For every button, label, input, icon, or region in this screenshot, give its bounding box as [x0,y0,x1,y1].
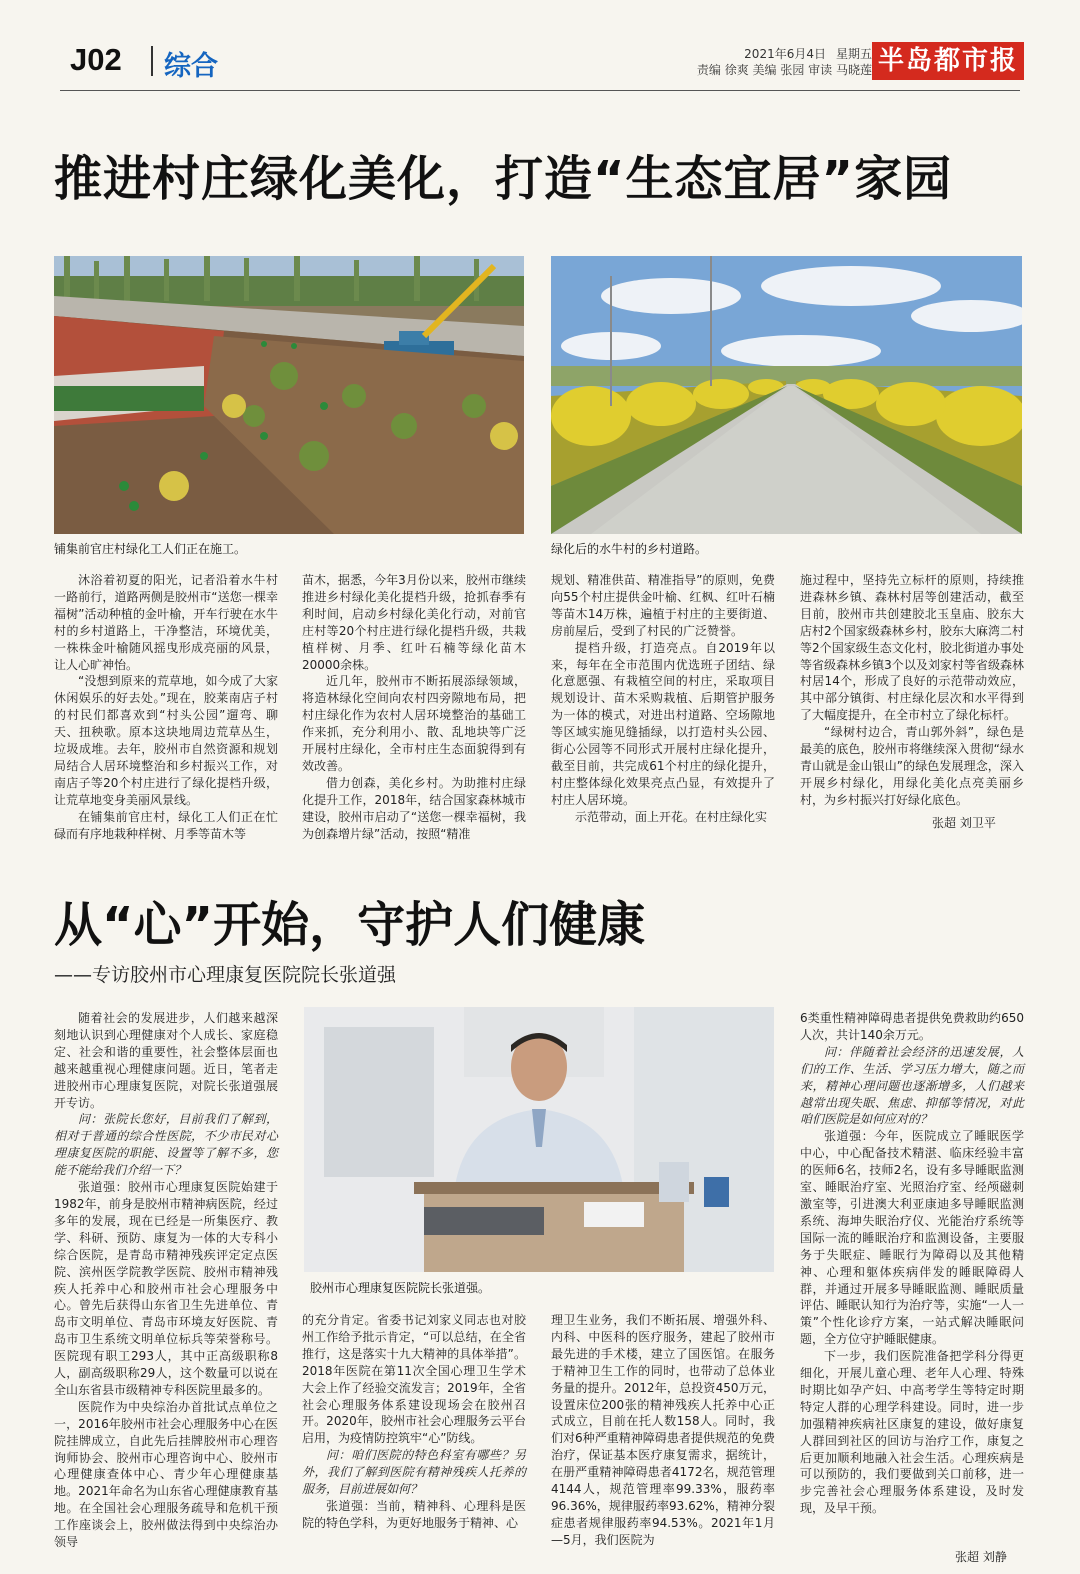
paragraph: 张道强：当前，精神科、心理科是医院的特色学科，为更好地服务于精神、心 [302,1498,526,1530]
article1-headline: 推进村庄绿化美化，打造“生态宜居”家园 [54,151,953,207]
newspaper-logo: 半岛都市报 [872,42,1024,80]
green-road-image [551,256,1022,534]
paragraph: 规划、精准供苗、精准指导”的原则，免费向55个村庄提供金叶榆、红枫、红叶石楠等苗木14万株，遍植于村庄的主要街道、房前屋后，受到了村民的广泛赞誉。 [551,573,775,638]
page-number: J02 [70,42,122,77]
article2-column-1 [54,1010,278,1551]
paragraph: 医院作为中央综治办首批试点单位之一，2016年胶州市社会心理服务中心在医院挂牌成立，自此先后挂牌胶州市心理咨询师协会、胶州市心理咨询中心、胶州市心理健康查体中心、青少年心理健康基地。2021年命名为山东省心理健康教育基地。在全国社会心理服务疏导和危机干预工作座谈会上，胶州做法得到中央综治办领导 [54,1399,278,1550]
article1-column-3 [551,572,775,826]
article2-subtitle: ——专访胶州市心理康复医院院长张道强 [54,964,397,986]
paragraph: 近几年，胶州市不断拓展添绿领域，将造林绿化空间向农村四旁隙地布局，把村庄绿化作为农村人居环境整治的基础工作来抓，充分利用小、散、乱地块等广泛开展村庄绿化，全市村庄生态面貌得到有效改善。 [302,674,526,773]
paragraph: 在铺集前官庄村，绿化工人们正在忙碌而有序地栽种样树、月季等苗木等 [54,809,278,841]
article2-photo-caption: 胶州市心理康复医院院长张道强。 [310,1281,491,1295]
header-divider [151,46,153,76]
section-name: 综合 [164,51,218,82]
paragraph: “没想到原来的荒草地，如今成了大家休闲娱乐的好去处。”现在，胶莱南店子村的村民们都喜欢到“村头公园”遛弯、聊天、扭秧歌。原本这块地周边荒草丛生，垃圾成堆。去年，胶州市自然资源和规划局结合人居环境整治和乡村振兴工作，对南店子等20个村庄进行了绿化提档升级，让荒草地变身美丽风景线。 [54,674,278,807]
header-rule [60,90,1020,91]
paragraph: 理卫生业务，我们不断拓展、增强外科、内科、中医科的医疗服务，建起了胶州市最先进的手术楼，建立了国医馆。在服务于精神卫生工作的同时，也带动了总体业务量的提升。2012年，总投资450万元，设置床位200张的精神残疾人托养中心正式成立，目前在托人数158人。同时，我们对6种严重精神障碍患者提供规范的免费治疗，保证基本医疗康复需求，据统计，在册严重精神障碍患者4172名，规范管理4144人，规范管理率99.33%，服药率96.36%，规律服药率93.62%，精神分裂症患者规律服药率94.53%。2021年1月—5月，我们医院为 [551,1313,775,1547]
question-paragraph: 问：张院长您好，目前我们了解到，相对于普通的综合性医院，不少市民对心理康复医院的职能、设置等了解不多，您能不能给我们介绍一下？ [54,1112,278,1178]
paragraph: “绿树村边合，青山郭外斜”，绿色是最美的底色，胶州市将继续深入贯彻“绿水青山就是金山银山”的绿色发展理念，深入开展乡村绿化，用绿化美化点亮美丽乡村，为乡村振兴打好绿化底色。 [800,725,1024,807]
question-paragraph: 问：伴随着社会经济的迅速发展，人们的工作、生活、学习压力增大，随之而来，精神心理问题也逐渐增多，人们越来越常出现失眠、焦虑、抑郁等情况，对此咱们医院是如何应对的？ [800,1044,1024,1127]
issue-date: 2021年6月4日 [744,47,826,61]
article1-photo2-caption: 绿化后的水牛村的乡村道路。 [551,542,708,556]
director-portrait-image [304,1007,774,1272]
paragraph: 的充分肯定。省委书记刘家义同志也对胶州工作给予批示肯定，“可以总结，在全省推行，这是落实十九大精神的具体举措”。2018年医院在第11次全国心理卫生学术大会上作了经验交流发言；2019年，全省社会心理服务体系建设现场会在胶州召开。2020年，胶州市社会心理服务云平台启用，为疫情防控筑牢“心”防线。 [302,1313,526,1446]
construction-site-image [54,256,524,534]
article1-column-1 [54,572,278,843]
article2-column-4 [800,1010,1024,1517]
paragraph: 下一步，我们医院准备把学科分得更细化，开展儿童心理、老年人心理、特殊时期比如孕产妇、中高考学生等特定时期特定人群的心理学科建设。同时，进一步加强精神疾病社区康复的建设，做好康复人群回到社区的回访与治疗工作，康复之后更加顺利地融入社会生活。心理疾病是可以预防的，我们要做到关口前移，进一步完善社会心理服务体系建设，及时发现，及早干预。 [800,1349,1024,1516]
header-info [697,46,872,78]
paragraph: 随着社会的发展进步，人们越来越深刻地认识到心理健康对个人成长、家庭稳定、社会和谐的重要性，社会整体层面也越来越重视心理健康问题。近日，笔者走进胶州市心理康复医院，对院长张道强展开专访。 [54,1011,278,1110]
article2-headline: 从“心”开始，守护人们健康 [54,897,646,953]
paragraph: 6类重性精神障碍患者提供免费救助约650人次，共计140余万元。 [800,1011,1024,1042]
paragraph: 示范带动，面上开花。在村庄绿化实 [575,809,768,824]
issue-weekday: 星期五 [835,47,872,61]
page-header [0,0,1080,88]
article1-photo-construction [54,256,524,534]
article2-column-3 [551,1312,775,1549]
editor-credits: 责编 徐爽 美编 张园 审读 马晓莲 [696,63,872,77]
article1-column-2 [302,572,526,843]
paragraph: 借力创森，美化乡村。为助推村庄绿化提升工作，2018年，结合国家森林城市建设，胶州市启动了“送您一棵幸福树，我为创森增片绿”活动，按照“精准 [302,775,526,841]
paragraph: 张道强：今年，医院成立了睡眠医学中心，中心配备技术精湛、临床经验丰富的医师6名，技师2名，设有多导睡眠监测室、睡眠治疗室、光照治疗室、经颅磁刺激室等，引进澳大利亚康迪多导睡眠监测系统、海坤失眠治疗仪、光能治疗系统等国际一流的睡眠治疗和监测设备，主要服务于失眠症、睡眠行为障碍以及其他精神、心理和躯体疾病伴发的睡眠障碍人群，并通过开展多导睡眠监测、睡眠质量评估、睡眠认知行为治疗等，实施“一人一策”个性化诊疗方案，一站式解决睡眠问题，全方位守护睡眠健康。 [800,1129,1024,1347]
paragraph: 施过程中，坚持先立标杆的原则，持续推进森林乡镇、森林村居等创建活动，截至目前，胶州市共创建胶北玉皇庙、胶东大店村2个国家级森林乡村，胶东大麻湾二村等2个国家级生态文化村，胶北街道办事处等省级森林乡镇3个以及刘家村等省级森林村居14个，形成了良好的示范带动效应，其中部分镇街、村庄绿化层次和水平得到了大幅度提升，在全市村立了绿化标杆。 [800,573,1024,723]
paragraph: 沐浴着初夏的阳光，记者沿着水牛村一路前行，道路两侧是胶州市“送您一棵幸福树”活动种植的金叶榆，开车行驶在水牛村的乡村道路上，干净整洁，环境优美，一株株金叶榆随风摇曳形成亮丽的风景，让人心旷神怡。 [54,573,278,672]
paragraph: 提档升级，打造亮点。自2019年以来，每年在全市范围内优选班子团结、绿化意愿强、有栽植空间的村庄，采取项目规划设计、苗木采购栽植、后期管护服务为一体的模式，对进出村道路、空场隙地等区域实施见缝插绿，以打造村头公园、街心公园等不同形式开展村庄绿化提升，截至目前，共完成61个村庄的绿化提升，村庄整体绿化效果亮点凸显，有效提升了村庄人居环境。 [551,640,775,807]
article2-column-2 [302,1312,526,1532]
question-paragraph: 问：咱们医院的特色科室有哪些？另外，我们了解到医院有精神残疾人托养的服务，目前进展如何？ [302,1448,526,1497]
article1-column-4 [800,572,1024,809]
article1-byline: 张超 刘卫平 [932,816,996,830]
article1-photo1-caption: 铺集前官庄村绿化工人们正在施工。 [54,542,247,556]
paragraph: 苗木，据悉，今年3月份以来，胶州市继续推进乡村绿化美化提档升级，抢抓春季有利时间，启动乡村绿化美化行动，对前官庄村等20个村庄进行绿化提档升级，共栽植样树、月季、红叶石楠等绿化苗木20000余株。 [302,573,526,672]
article2-byline: 张超 刘静 [955,1550,1007,1564]
article2-photo-director [304,1007,774,1272]
article1-photo-road [551,256,1022,534]
paragraph: 张道强：胶州市心理康复医院始建于1982年，前身是胶州市精神病医院，经过多年的发展，现在已经是一所集医疗、教学、科研、预防、康复为一体的大专科小综合医院，是青岛市精神残疾评定定点医院、滨州医学院教学医院、胶州市精神残疾人托养中心和胶州市社会心理服务中心。曾先后获得山东省卫生先进单位、青岛市文明单位、青岛市环境友好医院、青岛市卫生系统文明单位标兵等荣誉称号。医院现有职工293人，其中正高级职称8人，副高级职称29人，这个数量可以说在全山东省县市级精神专科医院里最多的。 [54,1180,278,1397]
